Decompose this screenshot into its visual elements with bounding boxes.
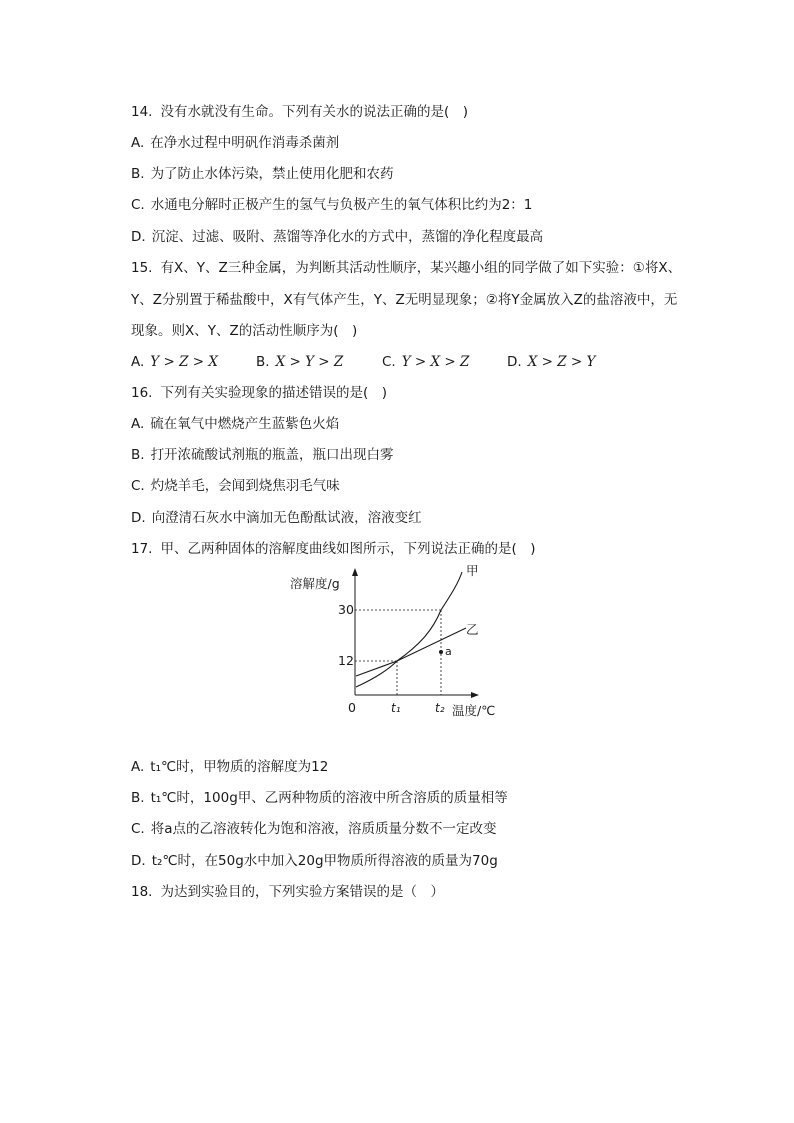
q18-stem-line [131, 883, 444, 901]
solubility-curve-figure [280, 560, 520, 725]
q14-option-b[interactable] [131, 165, 394, 183]
q15-stem-line-1 [131, 259, 681, 277]
x-axis-label: 温度/℃ [452, 703, 496, 718]
origin-label: 0 [348, 700, 356, 715]
q17-option-c[interactable] [131, 820, 497, 838]
y-axis-arrow-icon [352, 568, 358, 576]
option-text: 在净水过程中明矾作消毒杀菌剂 [150, 135, 340, 151]
x-tick-t1: t₁ [391, 701, 401, 715]
q16-stem: 下列有关实验现象的描述错误的是( ) [160, 385, 388, 401]
q15-option-d[interactable] [507, 353, 595, 371]
q16-option-c[interactable] [131, 477, 340, 495]
option-text: 向澄清石灰水中滴加无色酚酞试液，溶液变红 [151, 510, 422, 526]
option-text: X > Y > Z [275, 354, 344, 370]
q17-stem-line [131, 540, 536, 558]
option-text: Y > X > Z [401, 354, 470, 370]
option-label: D. [131, 229, 146, 245]
option-text: 硫在氧气中燃烧产生蓝紫色火焰 [150, 416, 340, 432]
curve-jia-label: 甲 [466, 563, 479, 578]
q14-number: 14. [131, 104, 153, 120]
q14-option-d[interactable] [131, 228, 543, 246]
q17-stem: 甲、乙两种固体的溶解度曲线如图所示，下列说法正确的是( ) [160, 541, 536, 557]
option-label: C. [131, 197, 145, 213]
q14-option-c[interactable] [131, 196, 532, 214]
y-tick-12: 12 [338, 653, 354, 668]
option-text: 为了防止水体污染，禁止使用化肥和农药 [150, 166, 394, 182]
option-label: D. [507, 354, 522, 370]
option-text: 将a点的乙溶液转化为饱和溶液，溶质质量分数不一定改变 [150, 821, 497, 837]
option-text: 打开浓硫酸试剂瓶的瓶盖，瓶口出现白雾 [150, 447, 394, 463]
option-text: 灼烧羊毛，会闻到烧焦羽毛气味 [150, 478, 340, 494]
q14-stem-line [131, 103, 468, 121]
q17-option-b[interactable] [131, 789, 508, 807]
q17-number: 17. [131, 541, 153, 557]
x-axis-arrow-icon [471, 692, 479, 698]
q17-option-a[interactable] [131, 758, 328, 776]
option-label: B. [131, 447, 145, 463]
q15-number: 15. [131, 260, 153, 276]
option-label: C. [382, 354, 396, 370]
q15-stem-line-2: Y、Z分别置于稀盐酸中，X有气体产生，Y、Z无明显现象；②将Y金属放入Z的盐溶液中，无 [131, 292, 678, 308]
q16-stem-line [131, 384, 387, 402]
option-label: A. [131, 416, 145, 432]
option-label: B. [131, 790, 145, 806]
q14-option-a[interactable] [131, 134, 339, 152]
option-label: D. [131, 510, 146, 526]
option-label: A. [131, 135, 145, 151]
q15-option-a[interactable] [131, 353, 218, 371]
curve-yi-label: 乙 [466, 622, 479, 637]
option-text: 水通电分解时正极产生的氢气与负极产生的氧气体积比约为2：1 [150, 197, 533, 213]
q15-option-b[interactable] [256, 353, 343, 371]
q18-stem: 为达到实验目的，下列实验方案错误的是（ ） [160, 884, 444, 900]
point-a-label: a [445, 645, 452, 658]
y-axis-label: 溶解度/g [290, 576, 340, 591]
q16-option-a[interactable] [131, 415, 339, 433]
option-label: B. [131, 166, 145, 182]
option-text: X > Z > Y [527, 354, 596, 370]
q15-option-c[interactable] [382, 353, 469, 371]
option-text: t₂℃时，在50g水中加入20g甲物质所得溶液的质量为70g [151, 853, 498, 869]
q15-stem-1: 有X、Y、Z三种金属，为判断其活动性顺序，某兴趣小组的同学做了如下实验：①将X、 [160, 260, 682, 276]
option-text: 沉淀、过滤、吸附、蒸馏等净化水的方式中，蒸馏的净化程度最高 [151, 229, 544, 245]
q16-number: 16. [131, 385, 153, 401]
q16-option-b[interactable] [131, 446, 394, 464]
option-label: B. [256, 354, 270, 370]
q16-option-d[interactable] [131, 509, 422, 527]
option-text: t₁℃时，甲物质的溶解度为12 [150, 759, 329, 775]
y-tick-30: 30 [338, 602, 354, 617]
option-label: A. [131, 759, 145, 775]
x-tick-t2: t₂ [435, 701, 445, 715]
option-label: C. [131, 478, 145, 494]
option-label: A. [131, 354, 145, 370]
option-label: C. [131, 821, 145, 837]
q17-option-d[interactable] [131, 852, 498, 870]
option-text: t₁℃时，100g甲、乙两种物质的溶液中所含溶质的质量相等 [150, 790, 508, 806]
q14-stem: 没有水就没有生命。下列有关水的说法正确的是( ) [160, 104, 469, 120]
q18-number: 18. [131, 884, 153, 900]
q15-stem-line-3: 现象。则X、Y、Z的活动性顺序为( ) [131, 323, 358, 339]
option-label: D. [131, 853, 146, 869]
option-text: Y > Z > X [150, 354, 218, 370]
point-a-marker [439, 650, 443, 654]
